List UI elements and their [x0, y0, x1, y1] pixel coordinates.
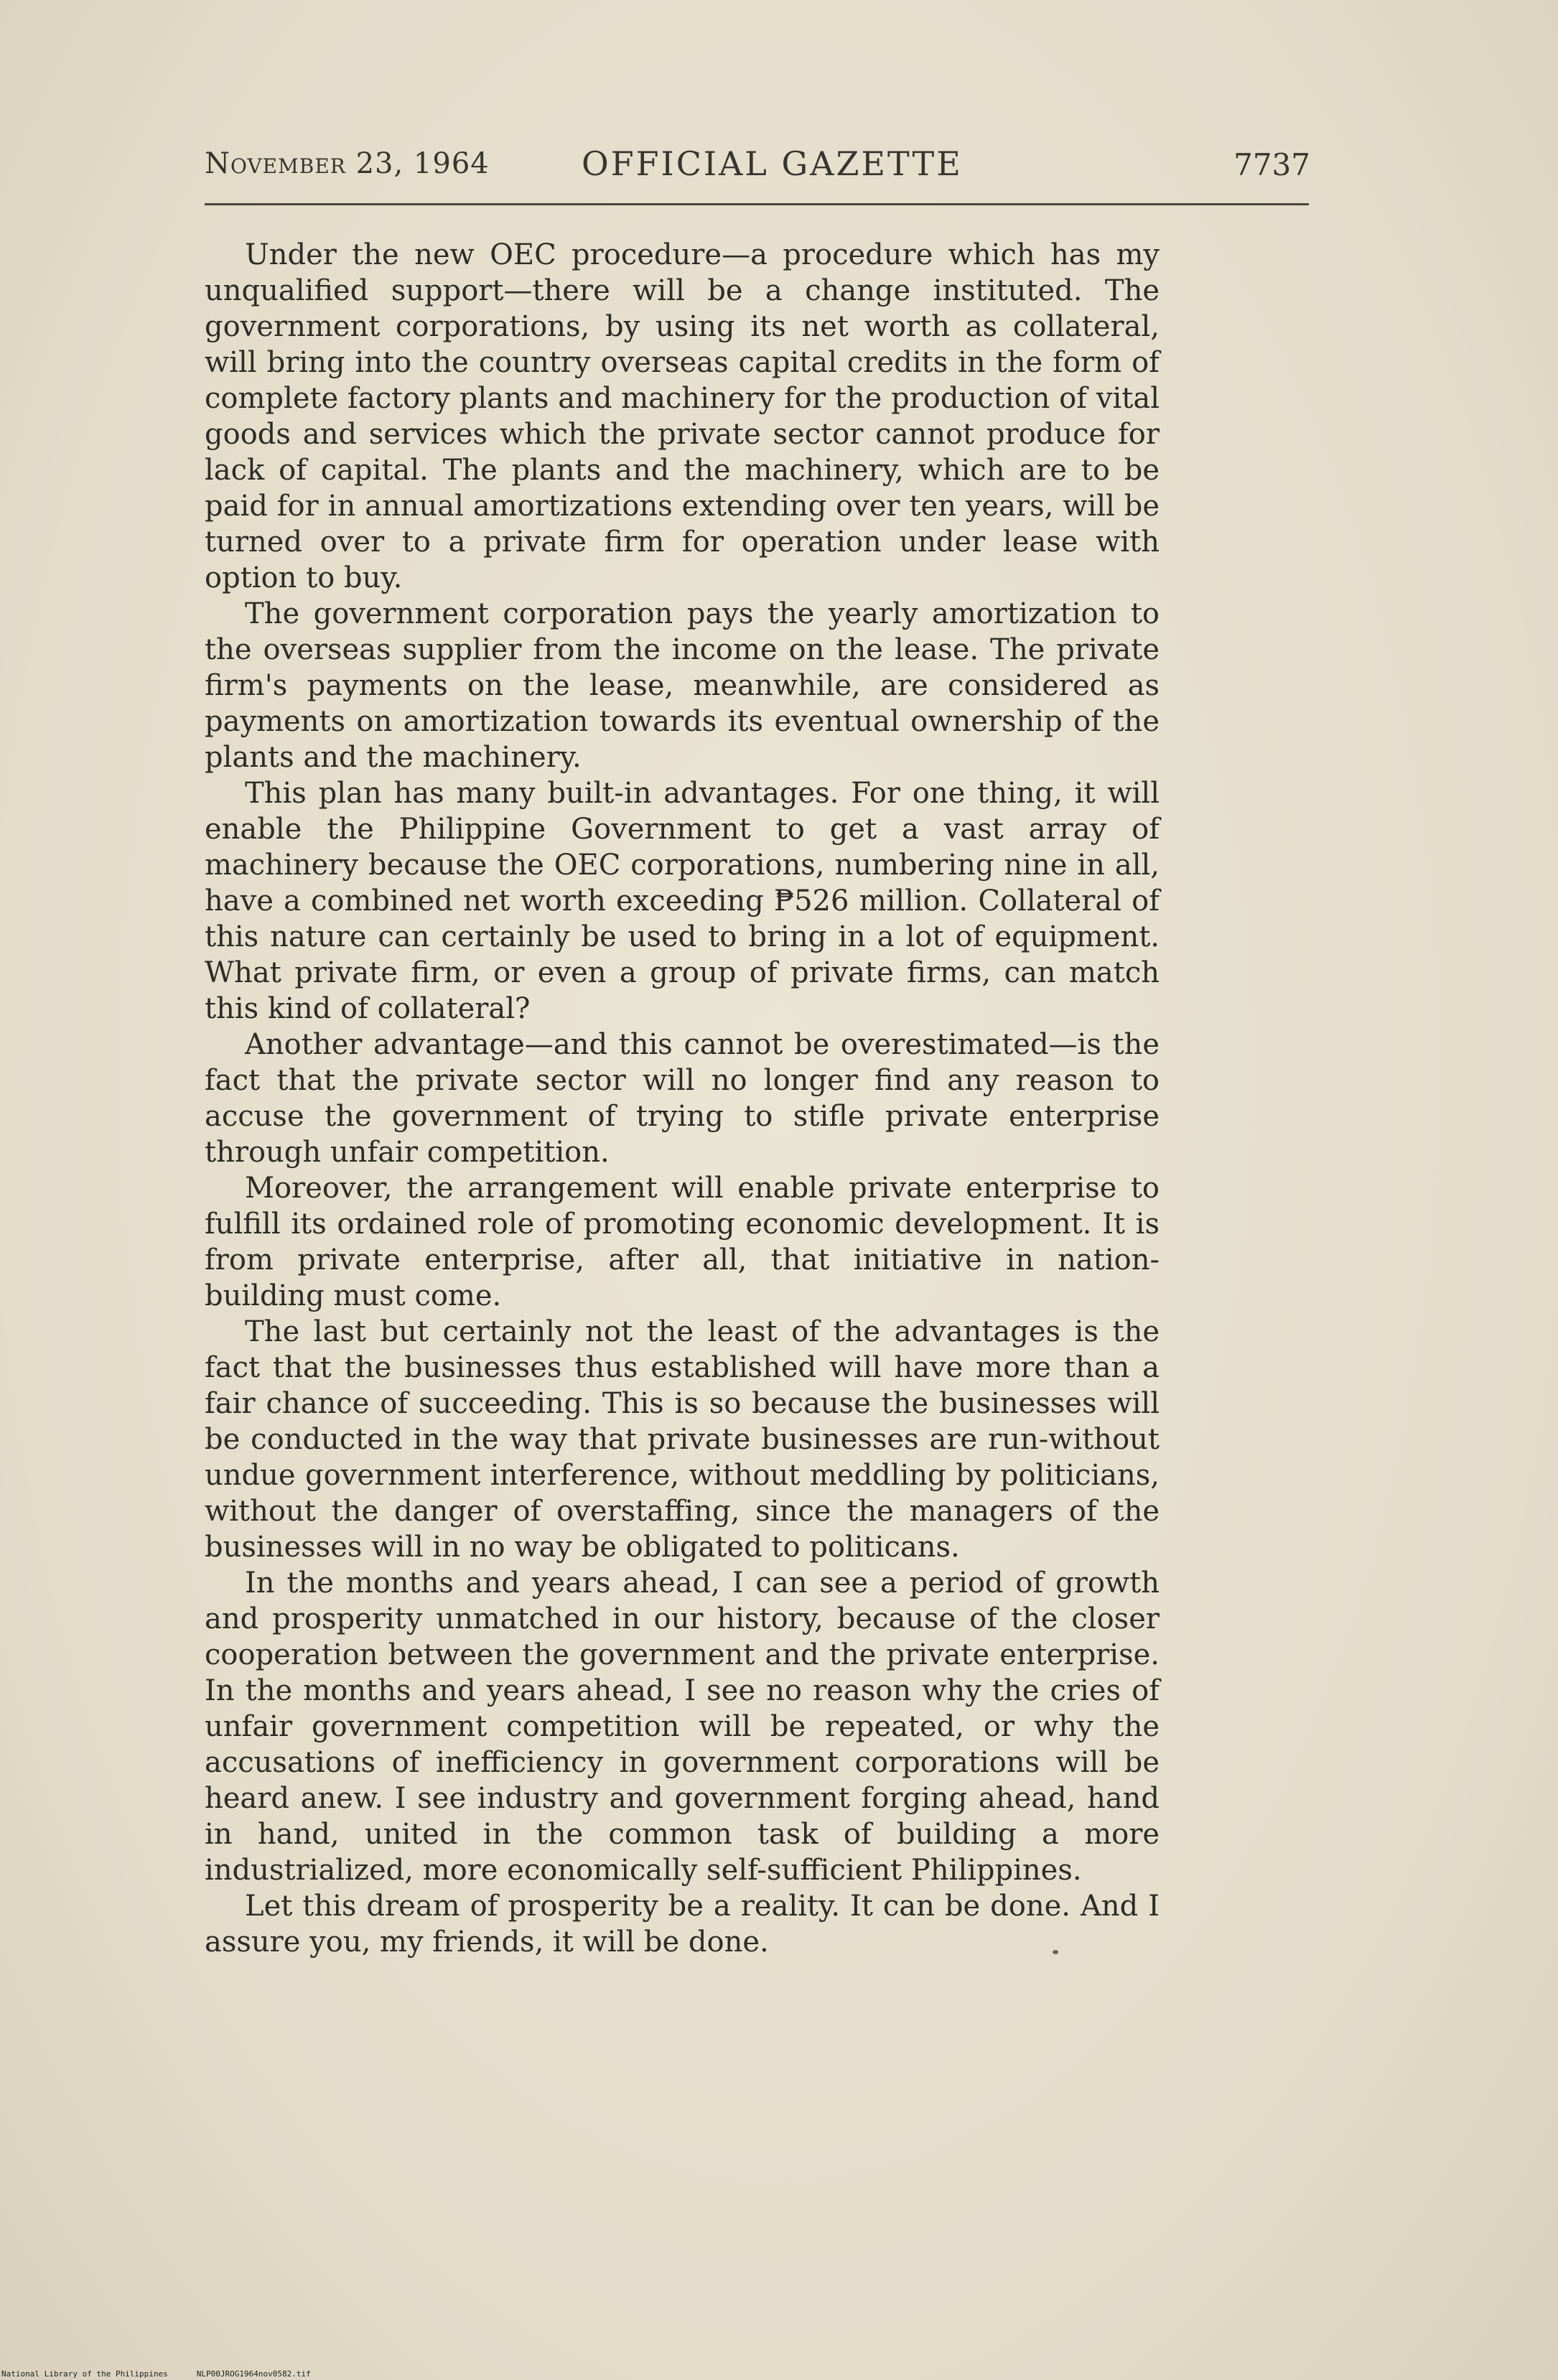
paragraph-5: Moreover, the arrangement will enable private enterprise to fulfill its ordained role of promoting economic development. It is from private enterprise, after all, that initiative in nation-building must come. [205, 1172, 1160, 1312]
paragraph-2: The government corporation pays the yearly amortization to the overseas supplier from the income on the lease. The private firm's payments on the lease, meanwhile, are considered as payments on amortization towards its eventual ownership of the plants and the machinery. [205, 597, 1160, 774]
scan-footer [1, 2369, 340, 2379]
paragraph-8: Let this dream of prosperity be a reality. It can be done. And I assure you, my friends, it will be done. [205, 1890, 1160, 1959]
paragraph-4: Another advantage—and this cannot be overestimated—is the fact that the private sector will no longer find any reason to accuse the government of trying to stifle private enterprise through unfair competition. [205, 1028, 1160, 1169]
header-date: November 23, 1964 [205, 147, 490, 180]
header-rule [205, 203, 1309, 205]
paragraph-3: This plan has many built-in advantages. For one thing, it will enable the Philippine Government to get a vast array of machinery because the OEC corporations, numbering nine in all, have a combined net worth exceeding ₱526 million. Collateral of this nature can certainly be used to bring in a lot of equipment. What private firm, or even a group of private firms, can match this kind of collateral? [205, 777, 1160, 1025]
paragraph-6: The last but certainly not the least of the advantages is the fact that the businesses thus established will have more than a fair chance of succeeding. This is so because the businesses will be conducted in the way that private businesses are run-without undue government interference, without meddling by politicians, without the danger of overstaffing, since the managers of the businesses will in no way be obligated to politicans. [205, 1315, 1160, 1564]
header-title: OFFICIAL GAZETTE [582, 144, 963, 183]
footer-filename: NLP00JROG1964nov0582.tif [196, 2369, 311, 2379]
article-body [205, 237, 1160, 1960]
paragraph-7: In the months and years ahead, I can see a period of growth and prosperity unmatched in our history, because of the closer cooperation between the government and the private enterprise. In the months and years ahead, I see no reason why the cries of unfair government competition will be repeated, or why the accusations of inefficiency in government corporations will be heard anew. I see industry and government forging ahead, hand in hand, united in the common task of building a more industrialized, more economically self-sufficient Philippines. [205, 1567, 1160, 1887]
header-page-number: 7737 [1233, 147, 1310, 182]
footer-library: National Library of the Philippines [1, 2369, 168, 2379]
paragraph-1: Under the new OEC procedure—a procedure which has my unqualified support—there will be a change instituted. The government corporations, by using its net worth as collateral, will bring into the country overseas capital credits in the form of complete factory plants and machinery for the production of vital goods and services which the private sector cannot produce for lack of capital. The plants and the machinery, which are to be paid for in annual amortizations extending over ten years, will be turned over to a private firm for operation under lease with option to buy. [205, 238, 1160, 594]
ink-speck [1053, 1950, 1058, 1954]
page-header [205, 144, 1310, 197]
